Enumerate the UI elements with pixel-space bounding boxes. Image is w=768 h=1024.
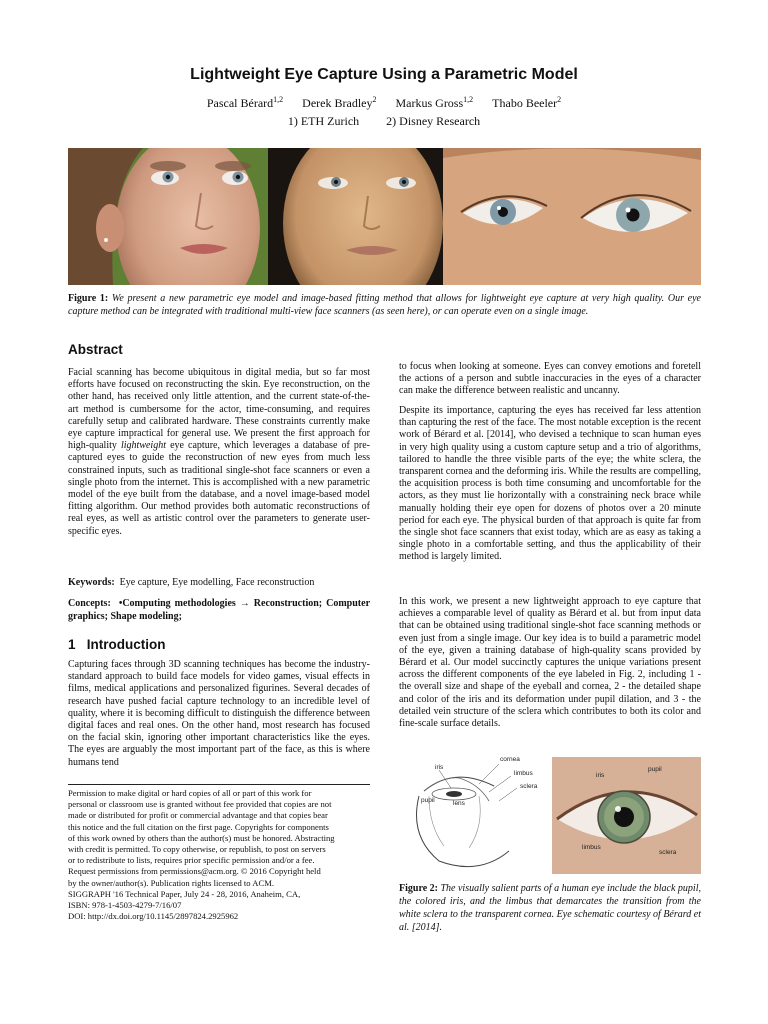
author: Thabo Beeler$^2$ (492, 95, 562, 110)
figure-2-text: The visually salient parts of a human eye include the black pupil, the colored iris, and the limbus that demarcates the transition from the white sclera to the transparent cornea. Eye schematic courtesy of Bérard et al. [2014]. (399, 883, 701, 933)
figure-2-label: Figure 2: (399, 883, 438, 894)
figure-1-label: Figure 1: (68, 293, 109, 304)
author-list (0, 95, 768, 111)
abstract-body: Facial scanning has become ubiquitous in digital media, but so far most efforts have focused on reconstructing the skin. Eye reconstruction, on the other hand, has received only little attention, and the current state-of-the-art method is cumbersome for the actor, time-consuming, and requires carefully setup and calibrated hardware. These constraints currently make eye capture impractical for general use. We present the first approach for high-quality lightweight eye capture, which leverages a database of pre-captured eyes to guide the reconstruction of new eyes from much less constrained inputs, such as traditional single-shot face scanners or even a single photo from the internet. This is accomplished with a new parametric model of the eye built from the database, and a novel image-based model fitting algorithm. Our method provides both automatic reconstructions of real eyes, as well as artistic control over the parameters to generate user-specific eyes. (68, 367, 370, 537)
author: Derek Bradley$^2$ (302, 95, 377, 110)
author: Pascal Bérard$^{1,2}$ (206, 95, 284, 110)
teaser-figure (68, 148, 701, 285)
keywords-text: Eye capture, Eye modelling, Face reconstruction (119, 577, 315, 588)
eye-photo-image (552, 757, 701, 874)
ccs-concepts: Concepts: •Computing methodologies → Reconstruction; Computer graphics; Shape modeling; (68, 598, 371, 622)
figure-1-caption (68, 292, 701, 318)
intro-paragraph-3: In this work, we present a new lightweight approach to eye capture that achieves a comparable level of quality as Bérard et al. but from input data that can be obtained using traditional single-shot face scanning methods or even just from a single image. Our key idea is to build a parametric model of the eye, given a training database of high-quality scans provided by Bérard et al. Our model succinctly captures the unique variations present across the different components of the eye labeled in Fig. 2, including 1 - the overall size and shape of the eyeball and cornea, 2 - the detailed shape and color of the iris and its deformation under pupil dilation, and 3 - the detailed vein structure of the sclera which contributes to both its color and fine-scale surface details. (399, 596, 701, 730)
intro-paragraph-2: Despite its importance, capturing the eyes has received far less attention than capturing the rest of the face. The most notable exception is the recent work of Bérard et al. [2014], who devised a technique to scan human eyes in very high quality using a custom capture setup and a trio of algorithms, tailored to handle the three visible parts of the eye; the white sclera, the transparent cornea and the deforming iris. While the results are compelling, the acquisition process is both time consuming and uncomfortable for the actors, as they must lie horizontally with a constraining neck brace while manually holding their eye open for dozens of photos over a 20 minute period for each eye. The physical burden of that approach is quite far from the single shot face scanners that exist today, which are as easy as taking a single photo in a comfortable setting, and thus the applicability of their method is largely limited. (399, 405, 701, 563)
intro-heading: 1 Introduction (68, 637, 166, 652)
eye-closeup-render (443, 148, 701, 285)
permission-notice: Permission to make digital or hard copies of all or part of this work for personal or classroom use is granted without fee provided that copies are not made or distributed for profit or commercial advantage and that copies bear this notice and the full citation on the first page. Copyrights for components of this work owned by others than the author(s) must be honored. Abstracting with credit is permitted. To copy otherwise, or republish, to post on servers or to redistribute to lists, requires prior specific permission and/or a fee. Request permissions from permissions@acm.org. © 2016 Copyright held by the owner/author(s). Publication rights licensed to ACM. SIGGRAPH '16 Technical Paper, July 24 - 28, 2016, Anaheim, CA, ISBN: 978-1-4503-4279-7/16/07 DOI: http://dx.doi.org/10.1145/2897824.2925962 (68, 788, 335, 922)
label-lens: lens (453, 800, 465, 807)
affiliation: 1) ETH Zurich (287, 114, 360, 128)
affiliations (0, 114, 768, 129)
label-limbus: limbus (514, 770, 533, 777)
photo-label-iris: iris (596, 772, 605, 779)
abstract-heading: Abstract (68, 342, 123, 357)
affiliation: 2) Disney Research (386, 114, 481, 128)
figure-1-text: We present a new parametric eye model and image-based fitting method that allows for lightweight eye capture at very high quality. Our eye capture method can be integrated with traditional multi-view face scanners (as seen here), or can operate even on a single image. (68, 293, 701, 317)
figure-2-caption (399, 882, 701, 934)
author: Markus Gross$^{1,2}$ (395, 95, 474, 110)
photo-label-limbus: limbus (582, 844, 601, 851)
eye-photo (552, 757, 701, 874)
keywords (68, 577, 370, 588)
eye-schematic (399, 756, 545, 874)
photo-label-sclera: sclera (659, 849, 677, 856)
intro-paragraph-1: Capturing faces through 3D scanning techniques has become the industry-standard approach to build face models for video games, visual effects in films, medical applications and personalized figurines. Several decades of research have pushed facial capture technology to an incredible level of quality, where it is becoming difficult to distinguish the difference between digital faces and real ones. On the other hand, most research has focused on the facial skin, ignoring other important characteristics like the eyes. The eyes are arguably the most important part of the face, as this is where humans tend (68, 659, 370, 768)
keywords-label: Keywords: (68, 577, 115, 588)
label-iris: iris (435, 764, 444, 771)
paper-title: Lightweight Eye Capture Using a Parametric Model (190, 66, 578, 83)
label-pupil: pupil (421, 797, 435, 804)
photo-label-pupil: pupil (648, 766, 662, 773)
label-sclera: sclera (520, 783, 538, 790)
rendered-face (268, 148, 443, 285)
intro-paragraph-1-cont: to focus when looking at someone. Eyes can convey emotions and foretell the actions of a person and subtle inaccuracies in the eyes of a character can make the difference between realistic and uncanny. (399, 361, 701, 397)
real-face-photo (68, 148, 268, 285)
label-cornea: cornea (500, 756, 520, 763)
footnote-rule (68, 784, 370, 785)
